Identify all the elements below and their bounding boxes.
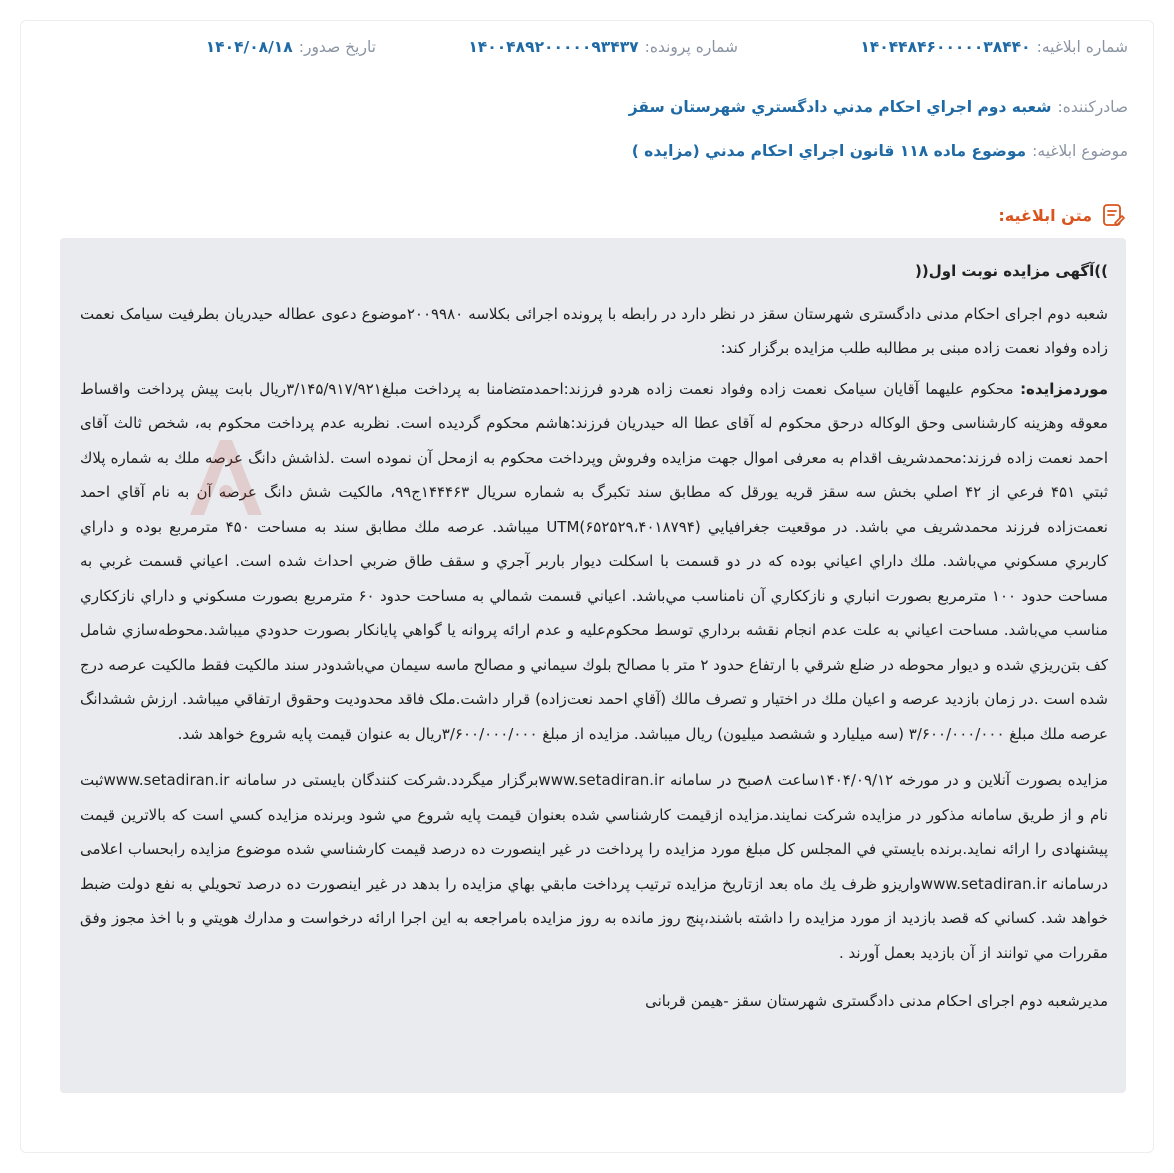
signature: مدیرشعبه دوم اجرای احکام مدنی دادگستری شهرستان سقز -هیمن قربانی [645,992,1108,1010]
auction-subject-text: محکوم علیهما آقایان سیامک نعمت زاده وفواد نعمت زاده هردو فرزند:احمدمتضامنا به پرداخت مبلغ۳/۱۴۵/۹۱۷/۹۲۱ریال بابت پیش پرداخت واقساط معوقه وهزینه کارشناسی وحق الوکاله درحق محکوم له آقای عطا اله حیدریان فرزند:هاشم محکوم گردیده است. نظربه عدم پرداخت محکوم به، شخص ثالث آقای احمد نعمت زاده فرزند:محمدشریف اقدام به معرفی اموال جهت مزایده وفروش وپرداخت محکوم به ازمحل آن نموده است .لذاشش دانگ عرصه ملك به شماره پلاك ثبتي ۴۵۱ فرعي از ۴۲ اصلي بخش سه سقز قريه يورقل كه مطابق سند تكبرگ به شماره سريال ۱۴۴۴۶۳ج۹۹، مالكيت شش دانگ عرصه آن به نام آقاي احمد نعمت‌زاده فرزند محمدشريف مي باشد. در موقعيت جغرافيايي UTM(۶۵۲۵۲۹،۴۰۱۸۷۹۴) ميباشد. عرصه ملك مطابق سند به مساحت ۴۵۰ مترمربع بوده و داراي كاربري مسكوني مي‌باشد. ملك داراي اعياني بوده كه در دو قسمت با اسكلت ديوار باربر آجري و سقف طاق ضربي احداث شده است. اعياني قسمت غربي به مساحت حدود ۱۰۰ مترمربع بصورت انباري و نازككاري آن نامناسب مي‌باشد. اعياني قسمت شمالي به مساحت حدود ۶۰ مترمربع بصورت مسكوني و داراي نازككاري مناسب مي‌باشد. مساحت اعياني به علت عدم انجام نقشه برداري توسط محكوم‌عليه و عدم ارائه پروانه يا گواهي پايانكار بصورت حدودي ميباشد.محوطه‌سازي شامل كف بتن‌ريزي شده و ديوار محوطه در ضلع شرقي با ارتفاع حدود ۲ متر با مصالح بلوك سيماني و مصالح ماسه سيمان مي‌باشدودر سند مالكيت فقط مالكيت عرصه درج شده است .در زمان بازديد عرصه و اعيان ملك در اختيار و تصرف مالك (آقاي احمد نعت‌زاده) قرار داشت.ملک فاقد محدوديت وحقوق ارتفاقي ميباشد. ارزش ششدانگ عرصه ملك مبلغ ۳/۶۰۰/۰۰۰/۰۰۰ (سه ميليارد و ششصد ميليون) ريال ميباشد. مزايده از مبلغ ۳/۶۰۰/۰۰۰/۰۰۰ريال به عنوان قيمت پايه شروع خواهد شد. [80,379,1108,743]
issuer-value: شعبه دوم اجراي احكام مدني دادگستري شهرستان سقز [628,98,1052,116]
notice-body [60,238,1126,1093]
subject-label: موضوع ابلاغیه: [1032,142,1128,160]
document-icon [1100,202,1126,228]
section-title-label: متن ابلاغیه: [998,205,1092,225]
auction-subject-label: موردمزایده: [1020,379,1108,398]
case-number [468,38,738,56]
issuer-label: صادرکننده: [1057,98,1128,116]
issuer-row [40,98,1128,116]
notice-text-section-title [998,202,1126,228]
notice-number-label: شماره ابلاغیه: [1036,38,1128,56]
intro-paragraph: شعبه دوم اجرای احکام مدنی دادگستری شهرستان سقز در نظر دارد در رابطه با پرونده اجرائی بکلاسه ۲۰۰۹۹۸۰موضوع دعوی عطاله حیدریان بطرفیت سیامک نعمت زاده وفواد نعمت زاده مبنی بر مطالبه طلب مزایده برگزار کند: [80,304,1108,357]
case-number-value: ۱۴۰۰۴۸۹۲۰۰۰۰۰۹۳۴۳۷ [468,38,639,56]
issue-date-label: تاریخ صدور: [298,38,376,56]
auction-terms-paragraph: مزایده بصورت آنلاین و در مورخه ۱۴۰۴/۰۹/۱۲ساعت ۸صبح در سامانه www.setadiran.irبرگزار میگردد.شرکت کنندگان بایستی در سامانه www.setadiran.irثبت نام و از طريق سامانه مذکور در مزایده شرکت نمایند.مزايده ازقيمت كارشناسي شده بعنوان قيمت پايه شروع مي شود وبرنده مزايده كسي است كه بالاترين قيمت پیشنهادی را ارائه نماید.برنده بايستي في المجلس كل مبلغ مورد مزايده را پرداخت در غیر اینصورت ده درصد قيمت كارشناسي شده موضوع مزايده رابحساب اعلامی درسامانه www.setadiran.irواريزو ظرف يك ماه بعد ازتاريخ مزايده ترتيب پرداخت مابقي بهاي مزايده را بدهد در غير اينصورت ده درصد تحويلي به نفع دولت ضبط خواهد شد. كساني كه قصد بازديد از مورد مزايده را داشته باشند،پنج روز مانده به روز مزايده بامراجعه به اين اجرا ارائه درخواست و مدارك هويتي و با اخذ مجوز وفق مقررات مي توانند از آن بازديد بعمل آورند . [80,771,1109,962]
notice-meta-row [40,38,1128,64]
auction-subject-paragraph [80,372,1108,752]
issue-date-value: ۱۴۰۴/۰۸/۱۸ [205,38,293,56]
subject-row [40,142,1128,160]
case-number-label: شماره پرونده: [644,38,738,56]
issue-date [206,38,376,56]
notice-number [860,38,1128,56]
notice-number-value: ۱۴۰۴۴۸۴۶۰۰۰۰۰۳۸۴۴۰ [860,38,1031,56]
subject-value: موضوع ماده ۱۱۸ قانون اجراي احكام مدني (مزايده ) [631,142,1027,160]
auction-heading: ))آگهی مزایده نوبت اول(( [915,262,1108,280]
